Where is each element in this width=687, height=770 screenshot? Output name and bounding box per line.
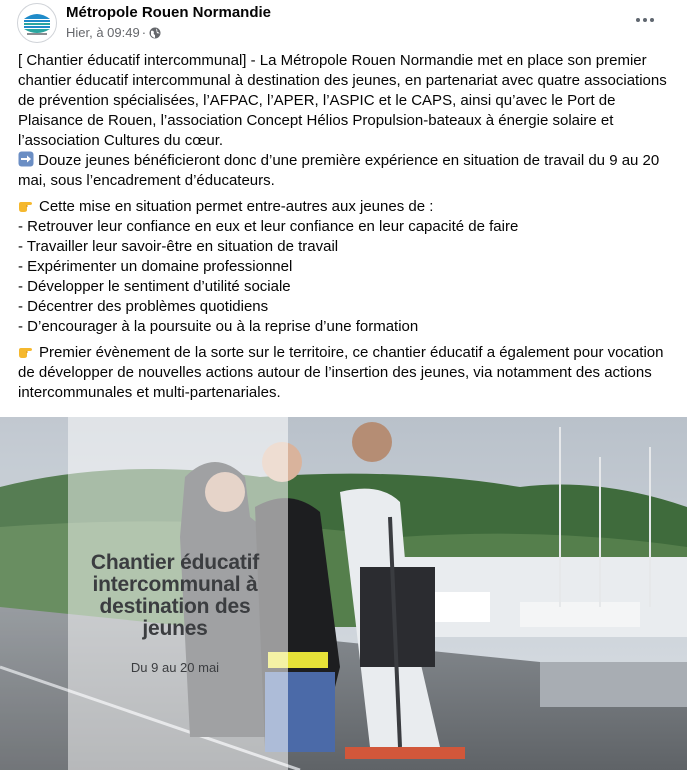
paragraph-2 [18, 151, 673, 191]
paragraph-4-text: Premier évènement de la sorte sur le territoire, ce chantier éducatif a également pour vocation de développer de nouvelles actions autour de l’insertion des jeunes, via notamment des actions intercommunales et multi-partenariales. [18, 344, 664, 401]
more-options-icon [636, 18, 640, 22]
list-item: - Travailler leur savoir-être en situation de travail [18, 238, 339, 255]
more-dot [650, 18, 654, 22]
metropole-logo-icon [18, 4, 56, 42]
list-item: - D’encourager à la poursuite ou à la reprise d’une formation [18, 318, 419, 335]
pointing-hand-icon [18, 343, 35, 359]
paragraph-1-text: [ Chantier éducatif intercommunal] - La Métropole Rouen Normandie met en place son premier chantier éducatif intercommunal à destination des jeunes, en partenariat avec quatre associations de prévention spécialisées, l’AFPAC, l’APER, l’ASPIC et le CAPS, ainsi qu’avec le Port de Plaisance de Rouen, l’association Concept Hélios Propulsion-bateaux à énergie solaire et l’association Cultures du cœur. [18, 52, 667, 149]
list-item: - Développer le sentiment d’utilité sociale [18, 278, 291, 295]
list-item: - Retrouver leur confiance en eux et leur confiance en leur capacité de faire [18, 218, 519, 235]
list-item: - Décentrer des problèmes quotidiens [18, 298, 269, 315]
paragraph-3-intro [18, 197, 673, 217]
post-meta [66, 25, 161, 40]
paragraph-4 [18, 343, 673, 403]
railing [540, 662, 687, 707]
globe-icon[interactable] [149, 27, 161, 39]
post-timestamp[interactable]: Hier, à 09:49 [66, 25, 140, 40]
arrow-right-icon [18, 151, 34, 167]
page-avatar[interactable] [17, 3, 57, 43]
broom-head [345, 747, 465, 759]
post-text [18, 51, 673, 403]
more-options-button[interactable] [630, 8, 660, 32]
meta-separator: · [141, 25, 147, 40]
side-tint [0, 417, 68, 770]
image-overlay-title: Chantier éducatif intercommunal à destination des jeunes [90, 551, 260, 640]
list-item: - Expérimenter un domaine professionnel [18, 258, 293, 275]
pointing-hand-icon [18, 197, 35, 213]
paragraph-3-intro-text: Cette mise en situation permet entre-autres aux jeunes de : [39, 198, 434, 215]
image-overlay-date: Du 9 au 20 mai [130, 660, 220, 675]
boat [520, 602, 640, 627]
face [352, 422, 392, 462]
paragraph-2-text: Douze jeunes bénéficieront donc d’une première expérience en situation de travail du 9 au 20 mai, sous l’encadrement d’éducateurs. [18, 152, 660, 189]
post-header [0, 0, 687, 50]
paragraph-1 [18, 51, 673, 151]
page-name-link[interactable]: Métropole Rouen Normandie [66, 4, 272, 21]
more-dot [643, 18, 647, 22]
